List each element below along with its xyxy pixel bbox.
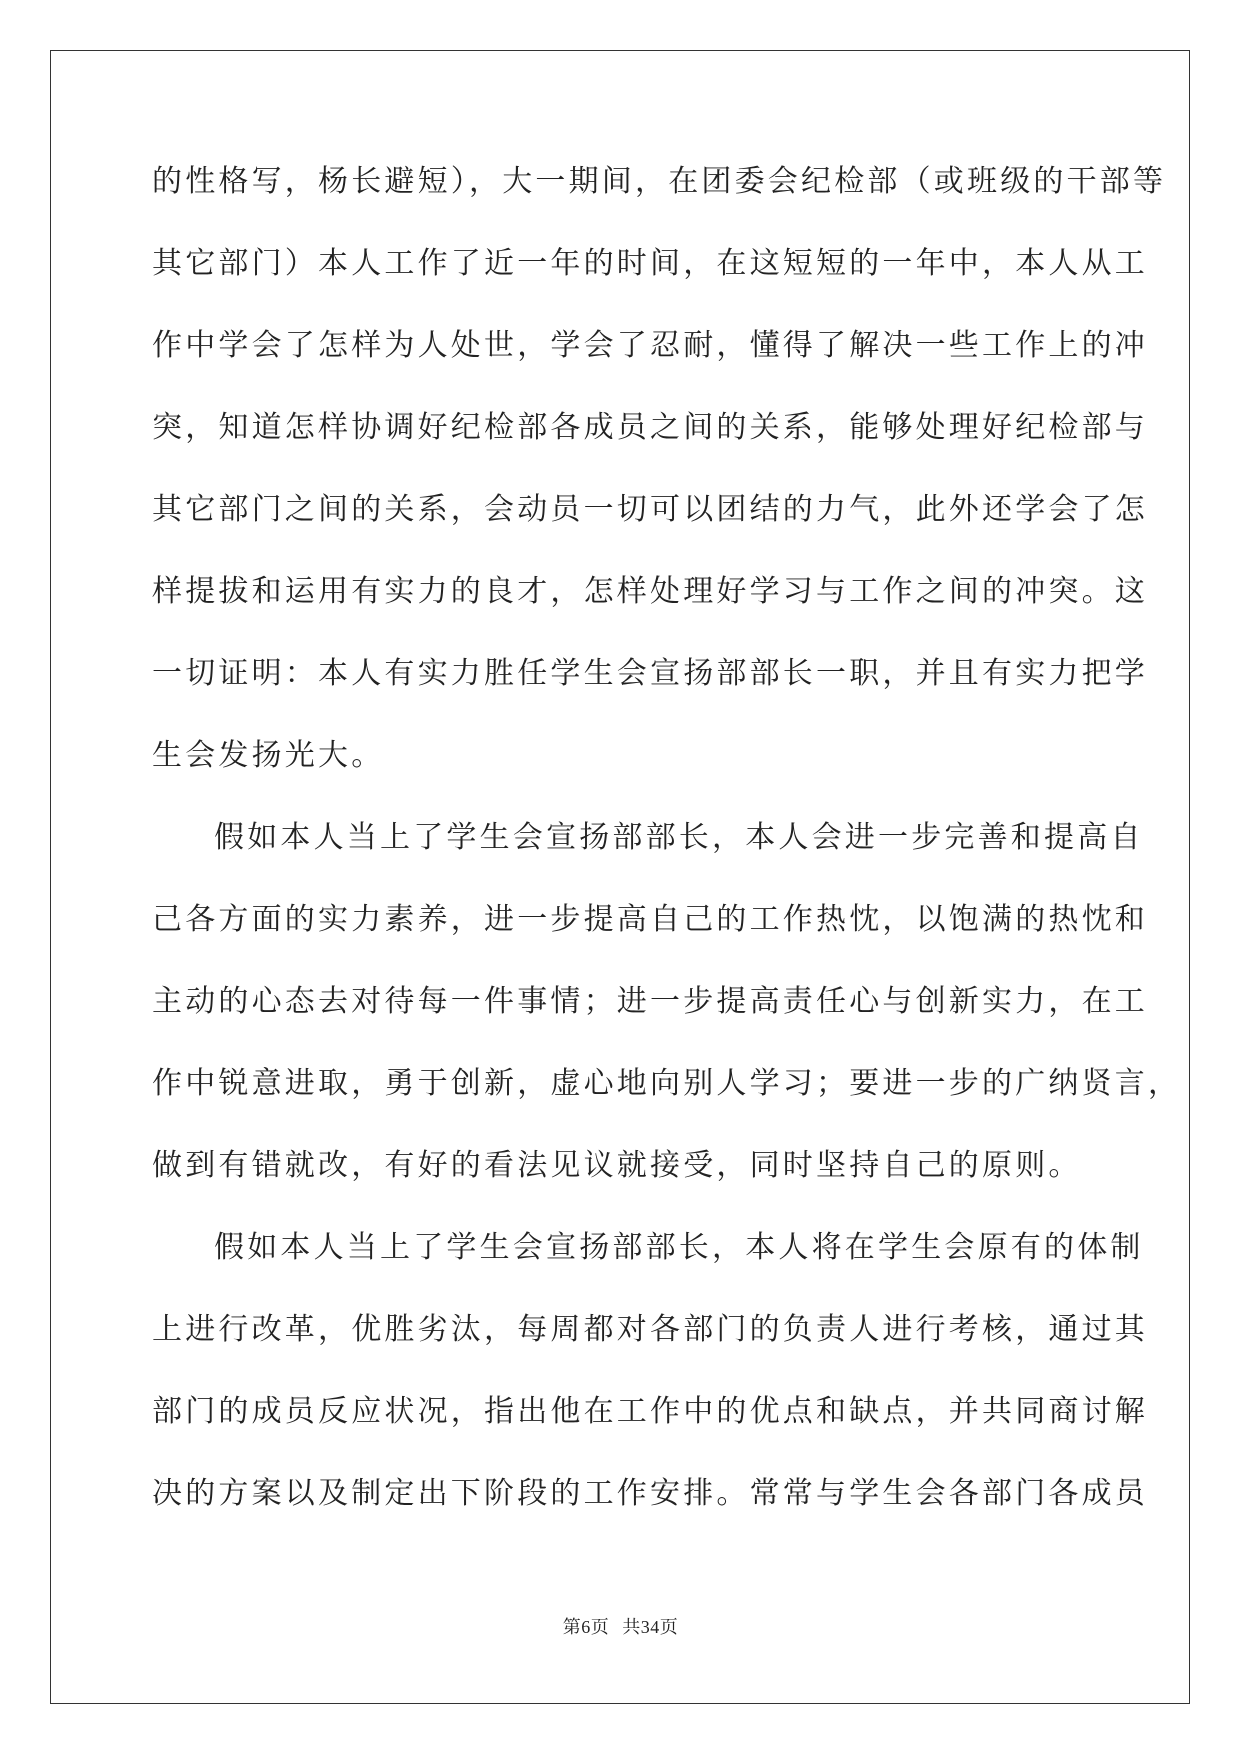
text-line: 作中学会了怎样为人处世，学会了忍耐，懂得了解决一些工作上的冲 xyxy=(152,328,1148,363)
paragraph-first-line: 假如本人当上了学生会宣扬部部长，本人将在学生会原有的体制 xyxy=(214,1230,1144,1265)
text-line: 样提拔和运用有实力的良才，怎样处理好学习与工作之间的冲突。这 xyxy=(152,574,1148,609)
text-line: 上进行改革，优胜劣汰，每周都对各部门的负责人进行考核，通过其 xyxy=(152,1312,1148,1347)
text-line: 其它部门）本人工作了近一年的时间，在这短短的一年中，本人从工 xyxy=(152,246,1148,281)
text-line: 的性格写，杨长避短），大一期间，在团委会纪检部（或班级的干部等 xyxy=(152,164,1167,199)
text-line: 主动的心态去对待每一件事情；进一步提高责任心与创新实力，在工 xyxy=(152,984,1148,1019)
text-line: 突，知道怎样协调好纪检部各成员之间的关系，能够处理好纪检部与 xyxy=(152,410,1148,445)
text-line: 一切证明：本人有实力胜任学生会宣扬部部长一职，并且有实力把学 xyxy=(152,656,1148,691)
text-line: 其它部门之间的关系，会动员一切可以团结的力气，此外还学会了怎 xyxy=(152,492,1148,527)
page-total: 共34页 xyxy=(622,1617,679,1637)
document-body xyxy=(152,160,1182,1554)
page-footer xyxy=(0,1613,1241,1639)
text-line: 决的方案以及制定出下阶段的工作安排。常常与学生会各部门各成员 xyxy=(152,1476,1148,1511)
text-line: 部门的成员反应状况，指出他在工作中的优点和缺点，并共同商讨解 xyxy=(152,1394,1148,1429)
text-line: 做到有错就改，有好的看法见议就接受，同时坚持自己的原则。 xyxy=(152,1148,1082,1183)
text-line: 己各方面的实力素养，进一步提高自己的工作热忱，以饱满的热忱和 xyxy=(152,902,1148,937)
text-line: 生会发扬光大。 xyxy=(152,738,385,773)
paragraph-first-line: 假如本人当上了学生会宣扬部部长，本人会进一步完善和提高自 xyxy=(214,820,1144,855)
text-line: 作中锐意进取，勇于创新，虚心地向别人学习；要进一步的广纳贤言， xyxy=(152,1066,1182,1101)
page-number: 第6页 xyxy=(562,1617,610,1637)
